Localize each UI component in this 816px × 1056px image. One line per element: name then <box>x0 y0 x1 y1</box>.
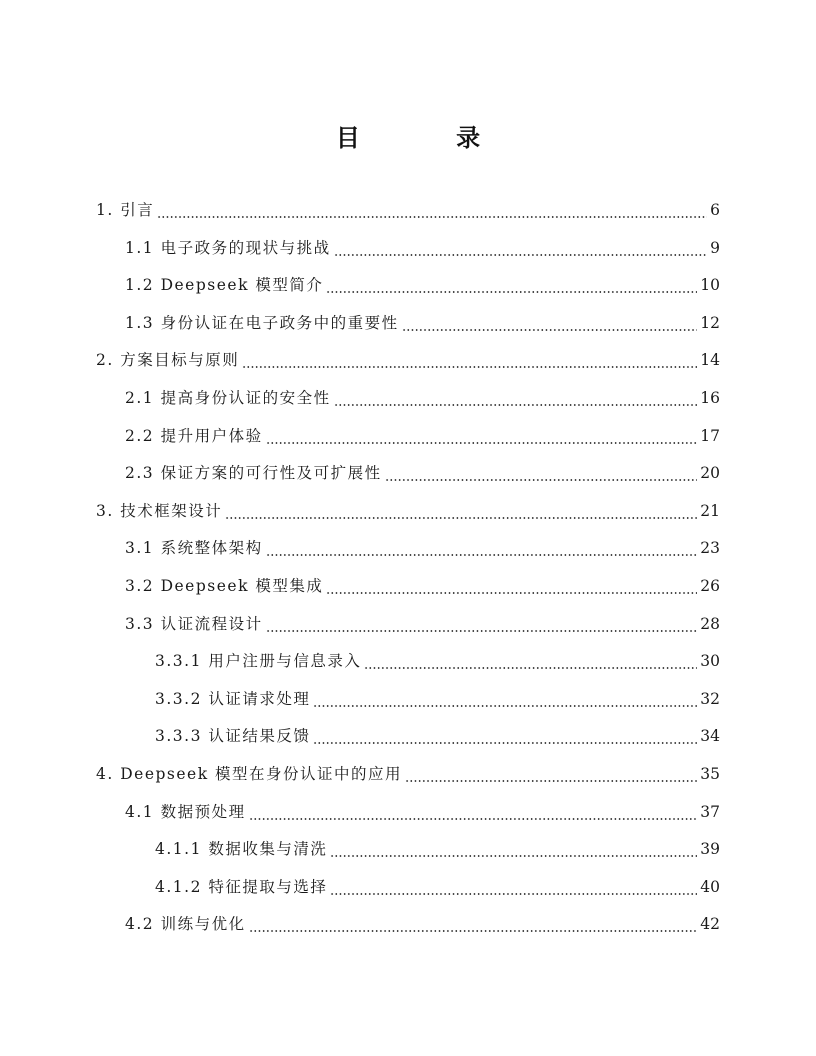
toc-entry-page-number: 9 <box>710 238 720 257</box>
dot-leader <box>266 442 698 444</box>
toc-entry[interactable] <box>125 798 720 826</box>
toc-entry-page-number: 37 <box>700 802 720 821</box>
toc-entry[interactable] <box>96 497 720 525</box>
toc-entry[interactable] <box>125 422 720 450</box>
toc-entry-page-number: 39 <box>700 840 720 859</box>
toc-entry-label: 4. Deepseek 模型在身份认证中的应用 <box>96 765 403 783</box>
toc-entry-label: 4.1.2 特征提取与选择 <box>155 877 328 896</box>
toc-entry-page-number: 20 <box>700 464 720 483</box>
toc-entry-page-number: 12 <box>700 313 720 332</box>
toc-entry[interactable] <box>155 722 720 750</box>
toc-entry[interactable] <box>96 760 720 788</box>
toc-entry-label: 3.3.3 认证结果反馈 <box>155 727 311 746</box>
toc-entry[interactable] <box>125 610 720 638</box>
toc-entry[interactable] <box>155 835 720 863</box>
toc-entry-page-number: 17 <box>700 426 720 445</box>
dot-leader <box>266 554 698 556</box>
toc-entry-page-number: 30 <box>700 652 720 671</box>
dot-leader <box>334 404 698 406</box>
dot-leader <box>330 893 697 895</box>
toc-entry-label: 3.3.1 用户注册与信息录入 <box>155 652 362 671</box>
toc-entry-label: 2. 方案目标与原则 <box>96 351 240 370</box>
toc-entry-page-number: 40 <box>700 877 720 896</box>
dot-leader <box>266 630 698 632</box>
dot-leader <box>249 818 698 820</box>
dot-leader <box>313 705 697 707</box>
toc-entry-label: 2.2 提升用户体验 <box>125 426 263 445</box>
toc-entry-page-number: 16 <box>700 389 720 407</box>
dot-leader <box>402 329 698 331</box>
toc-entry[interactable] <box>125 534 720 562</box>
dot-leader <box>157 216 707 218</box>
toc-entry-page-number: 35 <box>700 765 720 783</box>
toc-entry[interactable] <box>125 572 720 600</box>
toc-entry-page-number: 28 <box>700 614 720 633</box>
toc-entry-label: 4.2 训练与优化 <box>125 915 246 934</box>
dot-leader <box>249 930 698 932</box>
dot-leader <box>385 479 698 481</box>
toc-entry-page-number: 10 <box>700 276 720 295</box>
toc-entry-page-number: 23 <box>700 539 720 558</box>
dot-leader <box>225 517 697 519</box>
toc-entry-label: 2.3 保证方案的可行性及可扩展性 <box>125 464 382 483</box>
toc-entry-page-number: 42 <box>700 915 720 934</box>
toc-entry-page-number: 14 <box>700 351 720 370</box>
dot-leader <box>313 742 697 744</box>
toc-entry-page-number: 32 <box>700 689 720 708</box>
toc-entry-label: 3.3.2 认证请求处理 <box>155 689 311 708</box>
toc-entry-label: 3.3 认证流程设计 <box>125 614 263 633</box>
toc-entry-label: 1.1 电子政务的现状与挑战 <box>125 238 331 257</box>
toc-entry-page-number: 21 <box>700 501 720 520</box>
toc-entry[interactable] <box>125 271 720 299</box>
toc-entry-page-number: 6 <box>710 201 720 219</box>
dot-leader <box>334 254 708 256</box>
dot-leader <box>326 291 697 293</box>
toc-entry-label: 1.3 身份认证在电子政务中的重要性 <box>125 313 399 332</box>
toc-entry-label: 3.1 系统整体架构 <box>125 539 263 558</box>
toc-entry-label: 1.2 Deepseek 模型简介 <box>125 276 324 295</box>
toc-entry-label: 4.1 数据预处理 <box>125 802 246 821</box>
toc-entry-label: 4.1.1 数据收集与清洗 <box>155 840 328 859</box>
toc-entry-page-number: 34 <box>700 727 720 746</box>
toc-entry-label: 2.1 提高身份认证的安全性 <box>125 389 331 407</box>
toc-entry-label: 3. 技术框架设计 <box>96 501 223 520</box>
toc-entry[interactable] <box>155 873 720 901</box>
toc-entry[interactable] <box>125 234 720 262</box>
dot-leader <box>326 592 697 594</box>
dot-leader <box>364 667 697 669</box>
toc-entry[interactable] <box>155 685 720 713</box>
toc-entry-page-number: 26 <box>700 577 720 595</box>
toc-entry[interactable] <box>125 384 720 412</box>
toc-entry-label: 1. 引言 <box>96 201 155 219</box>
toc-entry[interactable] <box>125 459 720 487</box>
toc-entry-label: 3.2 Deepseek 模型集成 <box>125 577 324 595</box>
toc-entry[interactable] <box>125 309 720 337</box>
dot-leader <box>242 366 697 368</box>
toc-entry[interactable] <box>96 346 720 374</box>
dot-leader <box>330 855 697 857</box>
toc-entry[interactable] <box>96 196 720 224</box>
dot-leader <box>405 780 697 782</box>
toc-entry[interactable] <box>155 647 720 675</box>
toc-entry[interactable] <box>125 910 720 938</box>
toc-title: 目 录 <box>335 124 525 152</box>
